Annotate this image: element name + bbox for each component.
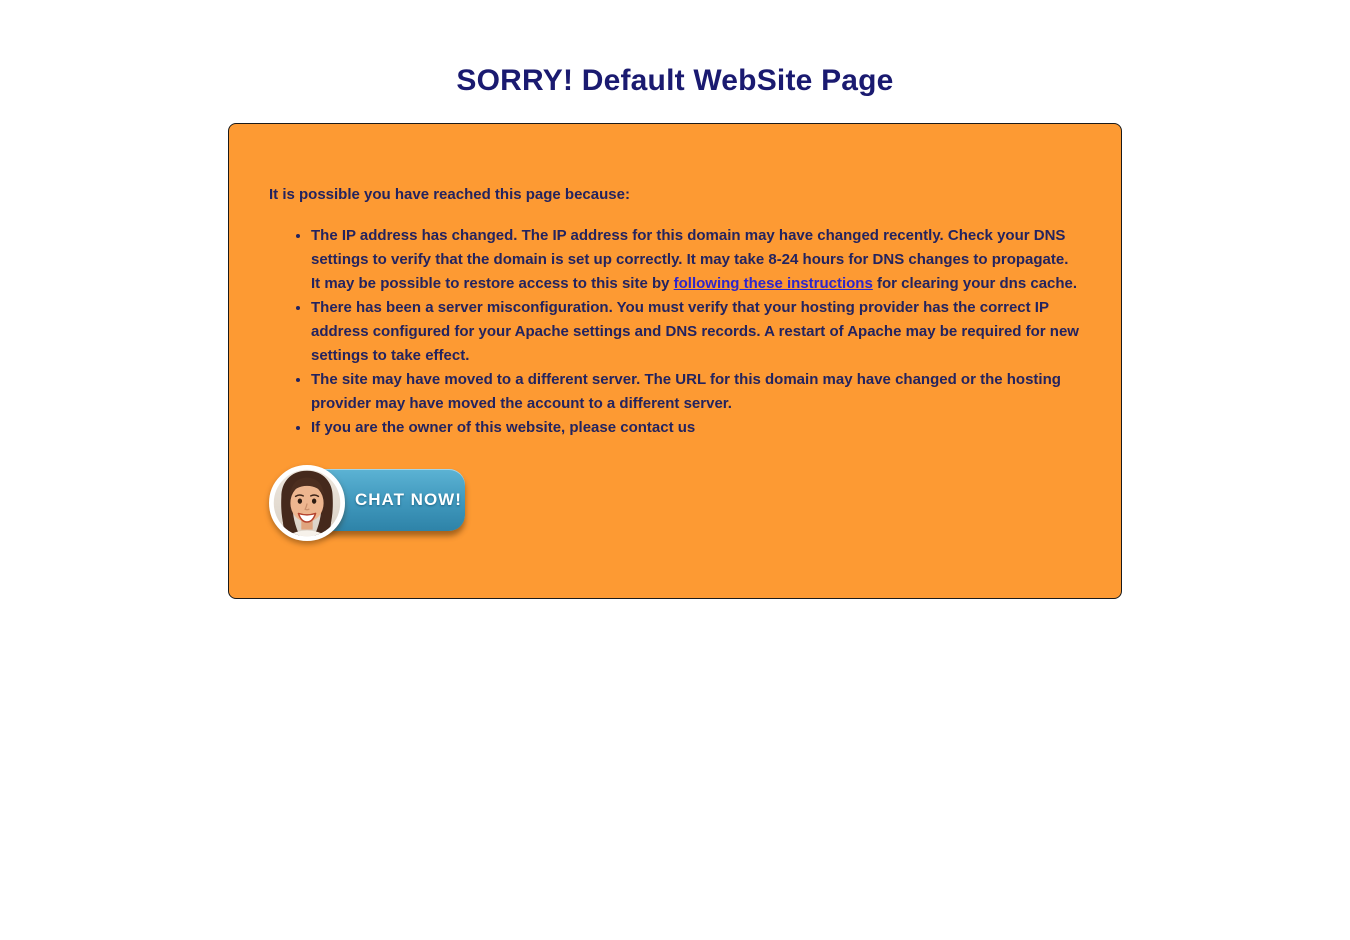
- reason-item-ip-changed: [311, 224, 1081, 296]
- chat-now-button[interactable]: CHAT NOW!: [307, 469, 465, 531]
- reason-list: [269, 224, 1081, 440]
- reason-item-contact-owner: [311, 416, 1081, 440]
- notice-intro-text: It is possible you have reached this page because:: [269, 186, 630, 203]
- reason-text: There has been a server misconfiguration. You must verify that your hosting provider has the correct IP address configured for your Apache settings and DNS records. A restart of Apache may be required for new settings to take effect.: [311, 299, 1079, 364]
- support-agent-avatar-icon[interactable]: [269, 465, 345, 541]
- notice-box: [228, 123, 1122, 599]
- reason-text: for clearing your dns cache.: [872, 275, 1078, 292]
- reason-item-server-misconfiguration: [311, 296, 1081, 368]
- chat-widget: [269, 465, 509, 541]
- reason-item-site-moved: [311, 368, 1081, 416]
- reason-text: If you are the owner of this website, please contact us: [311, 419, 696, 436]
- reason-text: The IP address has changed. The IP address for this domain may have changed recently. Check your DNS settings to verify that the domain is set up correctly. It may take 8-24 hours for DNS changes to propagate. It may be possible to restore access to this site by: [311, 227, 1069, 292]
- page-title: SORRY! Default WebSite Page: [456, 64, 894, 97]
- reason-text: The site may have moved to a different server. The URL for this domain may have changed or the hosting provider may have moved the account to a different server.: [311, 371, 1061, 412]
- dns-instructions-link[interactable]: following these instructions: [673, 275, 873, 292]
